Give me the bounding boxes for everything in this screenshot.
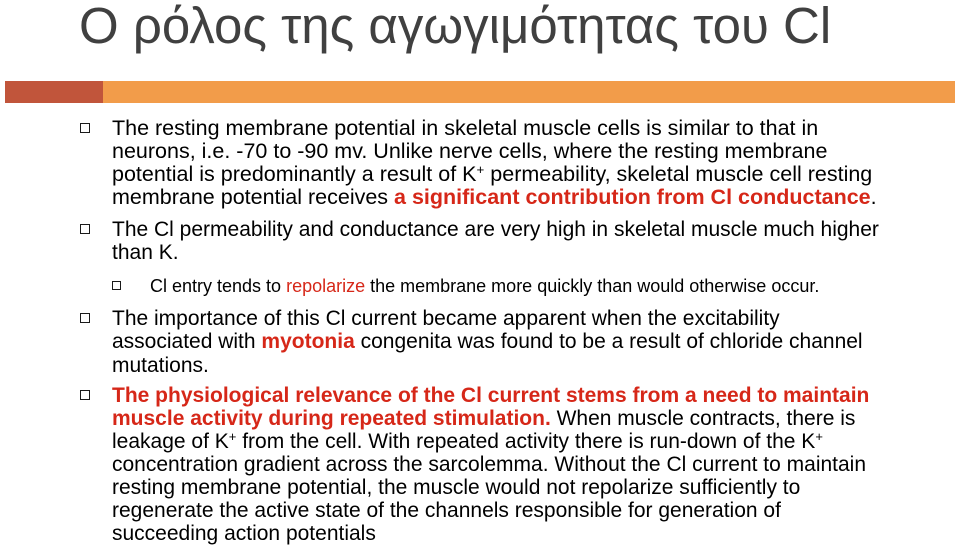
superscript-plus: + [476,161,485,177]
hollow-square-bullet-icon [80,390,90,400]
text-run: The resting membrane potential in skeletal muscle cells is similar to that in [112,116,819,140]
bold-highlight-text: The physiological relevance of the Cl current stems from a need to maintain [112,384,870,407]
bold-highlight-text: a significant contribution from Cl conductance [394,185,871,209]
text-run: leakage of K [112,430,229,453]
title-accent-bar [5,81,955,103]
highlight-text: repolarize [286,276,366,296]
text-line [112,140,877,163]
text-line [112,330,863,353]
bold-highlight-text: myotonia [261,330,355,354]
text-run: potential is predominantly a result of K [112,162,477,186]
sub-bullet-text [150,276,819,296]
text-run: concentration gradient across the sarcolemma. Without the Cl current to maintain [112,453,867,476]
text-run: mutations. [112,353,209,377]
text-line [112,354,863,377]
text-line [112,307,863,330]
text-run: membrane potential receives [112,185,395,209]
text-line [150,276,819,296]
text-line [112,117,877,140]
text-line [112,522,869,545]
bullet-text [112,384,869,545]
text-run: from the cell. With repeated activity there is run-down of the K [236,430,816,453]
text-run: the membrane more quickly than would otherwise occur. [365,276,820,296]
hollow-square-bullet-icon [112,281,121,290]
text-line [112,499,869,522]
hollow-square-bullet-icon [80,313,90,323]
text-run: resting membrane potential, the muscle would not repolarize sufficiently to [112,476,801,499]
bullet-text [112,307,863,377]
accent-bar-dark-segment [5,81,103,103]
bold-highlight-text: muscle activity during repeated stimulation. [112,407,551,430]
superscript-plus: + [228,428,237,444]
text-line [112,407,869,430]
slide-title: Ο ρόλος της αγωγιμότητας του Cl [79,0,832,54]
text-run: regenerate the active state of the channels responsible for generation of [112,499,781,522]
text-line [112,430,869,453]
bullet-text [112,218,879,264]
hollow-square-bullet-icon [80,224,90,234]
hollow-square-bullet-icon [80,123,90,133]
text-line [112,241,879,264]
text-run: associated with [112,330,262,354]
text-line [112,476,869,499]
text-run: When muscle contracts, there is [550,407,856,430]
bullet-text [112,117,877,209]
superscript-plus: + [815,428,823,444]
text-line [112,218,879,241]
text-line [112,453,869,476]
accent-bar-light-segment [103,81,955,103]
text-run: succeeding action potentials [112,522,376,545]
text-line [112,384,869,407]
text-run: than K. [112,241,179,264]
text-run: Cl entry tends to [150,276,287,296]
text-run: permeability, skeletal muscle cell resting [484,162,873,186]
text-run: . [870,185,877,209]
text-line [112,186,877,209]
text-run: The Cl permeability and conductance are very high in skeletal muscle much higher [112,218,879,241]
text-run: congenita was found to be a result of chloride channel [354,330,863,354]
text-run: neurons, i.e. -70 to -90 mv. Unlike nerve cells, where the resting membrane [112,139,828,163]
text-run: The importance of this Cl current became apparent when the excitability [112,307,780,330]
text-line [112,163,877,186]
